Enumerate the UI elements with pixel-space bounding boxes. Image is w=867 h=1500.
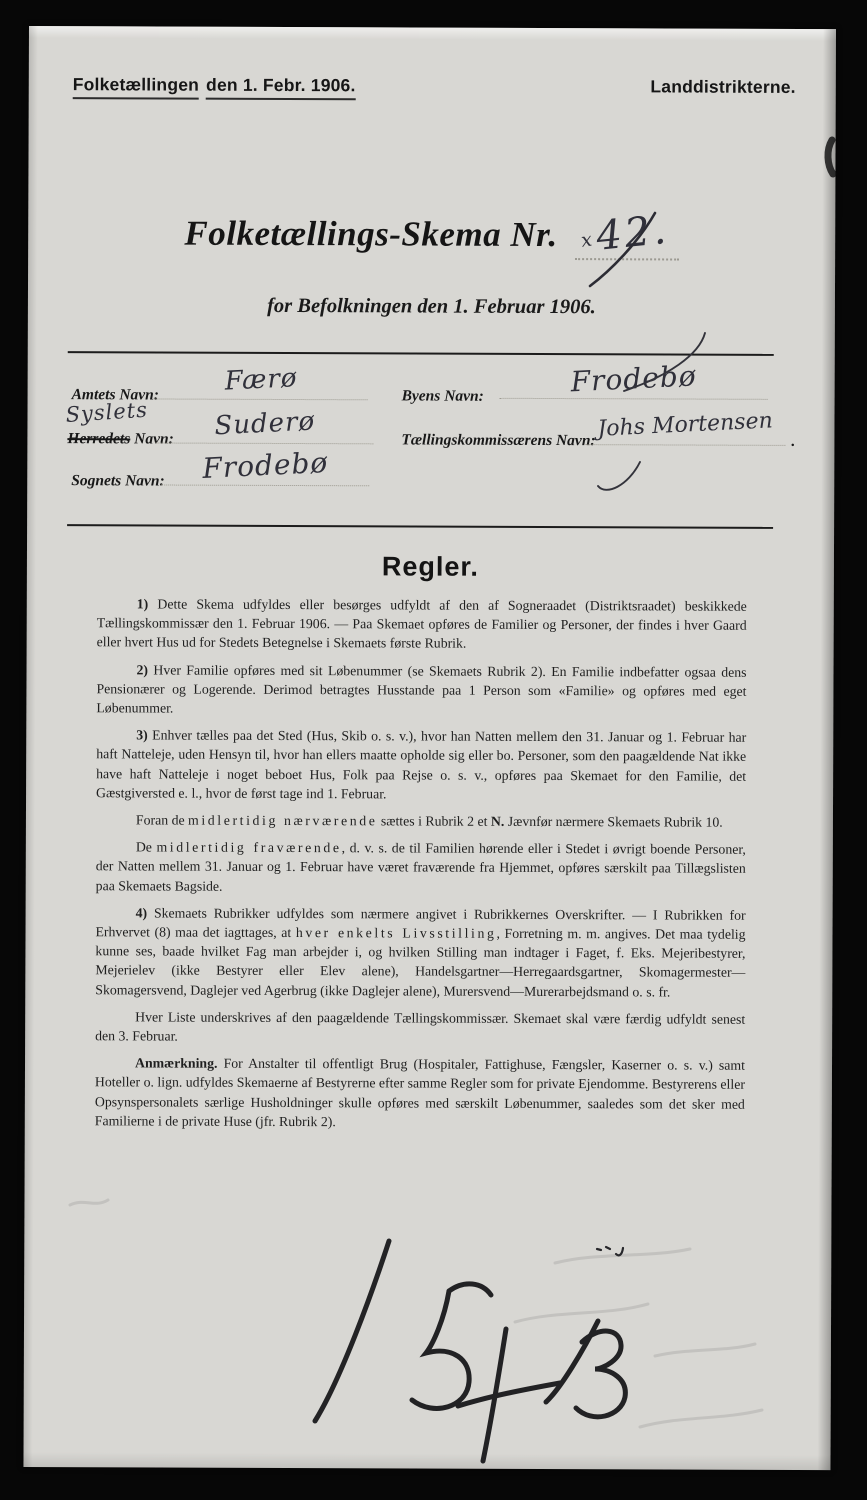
rules-text (95, 594, 747, 1141)
county-name-label: Amtets Navn: (71, 386, 160, 404)
town-name-label: Byens Navn: (401, 387, 484, 405)
rule-paragraph-5: Hver Liste underskrives af den paagældende Tællingskommissær. Skemaet skal være færdig udfyldt senest den 3. Februar. (95, 1009, 746, 1044)
rule-paragraph-1: 1) Dette Skema udfyldes eller besørges udfyldt af den af Sogneraadet (Distriktsraadet) beskikkede Tællingskommissær den 1. Februar 1906. — Paa Skemaet opføres de Familier og Personer, der findes i hver Gaard eller hvert Hus ud for Stedets Betegnelse i Skemaets første Rubrik. (96, 596, 747, 652)
form-edition-label (73, 74, 356, 96)
county-name-value: Færø (154, 364, 368, 400)
commissioner-name-value: Johs Mortensen (585, 410, 785, 446)
parish-name-value: Frodebø (161, 451, 369, 487)
header-left-part1: Folketællingen (73, 74, 199, 99)
rule-paragraph-3a: Foran de midlertidig nærværende sættes i Rubrik 2 et N. Jævnfør nærmere Skemaets Rubrik 10. (135, 812, 723, 830)
town-name-value: Frodebø (500, 364, 768, 400)
form-title: Folketællings-Skema Nr. (184, 213, 558, 255)
form-subtitle: for Befolkningen den 1. Februar 1906. (267, 294, 596, 319)
region-label: Landdistrikterne. (650, 76, 796, 97)
form-number-handwritten: 42. (594, 206, 672, 260)
divider-top (68, 351, 774, 356)
rule-paragraph-4: 4) Skemaets Rubrikker udfyldes som nærmere angivet i Rubrikkernes Overskrifter. — I Rubrikken for Erhvervet (8) maa det iagttages, at hver enkelts Livsstilling, Forretning m. m. angives. Det maa tydelig kunne ses, baade hvilket Fag man arbejder i, og hvilken Stilling man indtager i Faget, f. Eks. Mejeribestyrer, Mejerielev (ikke Bestyrer eller Elev alene), Handelsgartner—Herregaardsgartner, Skomagermester—Skomagersvend, Daglejer ved Agerbrug (ikke Daglejer alene), Murersvend—Murerarbejdsmand o. s. fr. (95, 905, 746, 1000)
rule-paragraph-2: 2) Hver Familie opføres med sit Løbenummer (se Skemaets Rubrik 2). En Familie indbefatter ogsaa dens Pensionærer og Logerende. Derimod betragtes Husstande paa 1 Person som «Familie» og opføres med eget Løbenummer. (96, 662, 747, 716)
commissioner-name-label: Tællingskommissærens Navn: (401, 431, 596, 450)
header-left-part2: den 1. Febr. 1906. (206, 75, 356, 101)
commissioner-name-period: . (791, 432, 796, 450)
remark-paragraph: Anmærkning. For Anstalter til offentligt Brug (Hospitaler, Fattighuse, Fængsler, Kaserner o. s. v.) samt Hoteller o. lign. udfyldes Skemaerne af Bestyrerne efter samme Regler som for private Ejendomme. Bestyrerens eller Opsynspersonalets særlige Husholdninger skulle opføres med særskilt Løbenummer, saaledes som det sker med Familierne i de private Huse (jfr. Rubrik 2). (94, 1055, 746, 1130)
district-name-value: Suderø (155, 408, 373, 444)
rules-heading: Regler. (381, 551, 480, 582)
census-form-page (23, 26, 836, 1470)
header (73, 74, 796, 98)
form-number-prefix-handwritten: x (580, 228, 594, 252)
form-number-field (576, 206, 680, 260)
rule-paragraph-3b: De midlertidig fraværende, d. v. s. de til Familien hørende eller i Stedet i øvrigt boende Personer, der Natten mellem 31. Januar og 1. Februar have været fraværende fra Hjemmet, opføres særskilt paa Tillægslisten paa Skemaets Bagside. (95, 839, 746, 894)
rule-paragraph-3: 3) Enhver tælles paa det Sted (Hus, Skib o. s. v.), hvor han Natten mellem den 31. Januar og 1. Februar har haft Natteleje, uden Hensyn til, hvor han ellers maatte opholde sig eller bo. Personer, som den paagældende Nat ikke have haft Natteleje i noget beboet Hus, Folk paa Rejse o. s. v., opføres paa Skemaet for den Familie, det Gæstgiversted e. l., hvor de først tage ind 1. Februar. (96, 727, 747, 802)
district-correction-handwritten: Syslets (64, 397, 149, 427)
divider-middle (67, 524, 773, 529)
parish-name-label: Sognets Navn: (71, 472, 165, 490)
district-name-label: Herredets Navn: (67, 430, 174, 448)
form-title-row (28, 208, 835, 261)
